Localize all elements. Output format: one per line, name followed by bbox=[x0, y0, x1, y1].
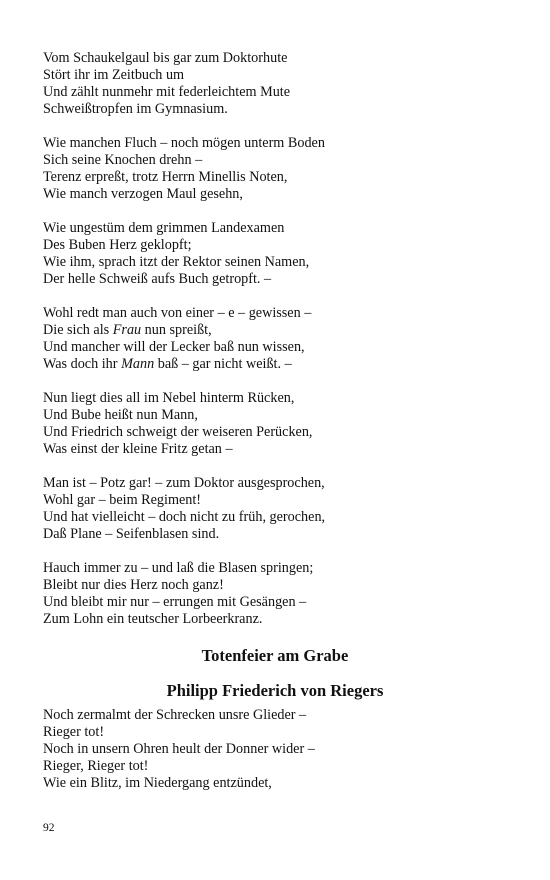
stanza-5 bbox=[43, 390, 513, 458]
italic-word: Mann bbox=[121, 356, 155, 372]
verse-line-mann: Was doch ihr Mann baß – gar nicht weißt. – bbox=[43, 356, 292, 372]
verse-line: Des Buben Herz geklopft; bbox=[43, 237, 192, 253]
verse-line: Wie manchen Fluch – noch mögen unterm Boden bbox=[43, 135, 325, 151]
poem-body bbox=[43, 50, 513, 645]
second-poem-body bbox=[43, 707, 513, 792]
verse-line: Und bleibt mir nur – errungen mit Gesängen – bbox=[43, 594, 307, 610]
verse-line: Wie ungestüm dem grimmen Landexamen bbox=[43, 220, 285, 236]
stanza-2 bbox=[43, 135, 513, 203]
stanza-7 bbox=[43, 560, 513, 628]
stanza-3 bbox=[43, 220, 513, 288]
verse-line: Und hat vielleicht – doch nicht zu früh, gerochen, bbox=[43, 509, 326, 525]
verse-line: Sich seine Knochen drehn – bbox=[43, 152, 203, 168]
verse-line: Zum Lohn ein teutscher Lorbeerkranz. bbox=[43, 611, 263, 627]
verse-line: Schweißtropfen im Gymnasium. bbox=[43, 101, 228, 117]
verse-line: Vom Schaukelgaul bis gar zum Doktorhute bbox=[43, 50, 288, 66]
poem-subtitle: Philipp Friederich von Riegers bbox=[166, 681, 384, 700]
verse-line: Rieger, Rieger tot! bbox=[43, 758, 149, 774]
stanza-1 bbox=[43, 50, 513, 118]
verse-line: Nun liegt dies all im Nebel hinterm Rücken, bbox=[43, 390, 295, 406]
verse-line: Noch in unsern Ohren heult der Donner wider – bbox=[43, 741, 315, 757]
verse-line: Und Bube heißt nun Mann, bbox=[43, 407, 198, 423]
italic-word: Frau bbox=[112, 322, 142, 338]
stanza-4 bbox=[43, 305, 513, 373]
verse-line: Wie manch verzogen Maul gesehn, bbox=[43, 186, 243, 202]
verse-line: Daß Plane – Seifenblasen sind. bbox=[43, 526, 220, 542]
verse-line: Und zählt nunmehr mit federleichtem Mute bbox=[43, 84, 291, 100]
verse-line: Wohl redt man auch von einer – e – gewissen – bbox=[43, 305, 312, 321]
verse-line: Wie ein Blitz, im Niedergang entzündet, bbox=[43, 775, 272, 791]
page-number: 92 bbox=[43, 822, 55, 834]
verse-line: Und mancher will der Lecker baß nun wissen, bbox=[43, 339, 305, 355]
verse-line: Terenz erpreßt, trotz Herrn Minellis Noten, bbox=[43, 169, 288, 185]
verse-line: Was einst der kleine Fritz getan – bbox=[43, 441, 233, 457]
verse-line: Wie ihm, sprach itzt der Rektor seinen Namen, bbox=[43, 254, 310, 270]
stanza-6 bbox=[43, 475, 513, 543]
poem-title: Totenfeier am Grabe bbox=[201, 646, 349, 665]
verse-line: Noch zermalmt der Schrecken unsre Glieder – bbox=[43, 707, 307, 723]
verse-line: Und Friedrich schweigt der weiseren Perücken, bbox=[43, 424, 313, 440]
verse-line: Stört ihr im Zeitbuch um bbox=[43, 67, 185, 83]
verse-line: Bleibt nur dies Herz noch ganz! bbox=[43, 577, 224, 593]
verse-line: Hauch immer zu – und laß die Blasen springen; bbox=[43, 560, 314, 576]
verse-line: Der helle Schweiß aufs Buch getropft. – bbox=[43, 271, 272, 287]
verse-line: Rieger tot! bbox=[43, 724, 105, 740]
verse-line: Man ist – Potz gar! – zum Doktor ausgesprochen, bbox=[43, 475, 325, 491]
verse-line-frau: Die sich als Frau nun spreißt, bbox=[43, 322, 212, 338]
verse-line: Wohl gar – beim Regiment! bbox=[43, 492, 202, 508]
